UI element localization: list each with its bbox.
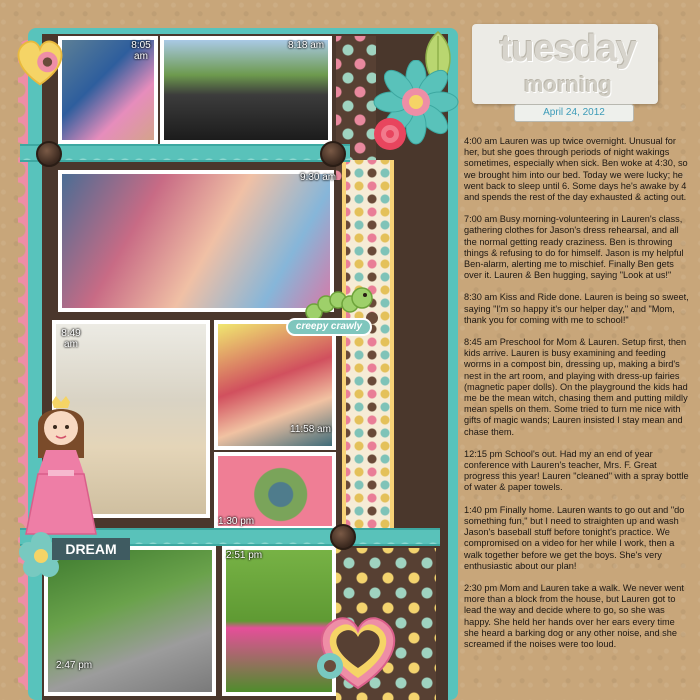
timestamp-photo-5: 11:58 am xyxy=(290,424,331,435)
timestamp-photo-3: 9:30 am xyxy=(300,172,337,183)
creepy-crawly-label: creepy crawly xyxy=(286,318,372,336)
page-title: tuesday xyxy=(499,28,637,70)
princess-icon xyxy=(16,394,106,544)
page-subtitle: morning xyxy=(524,72,612,97)
timestamp-photo-1: 8:05 am xyxy=(131,40,151,62)
journal-entry: 7:00 am Busy morning-volunteering in Lauren's class, gathering clothes for Jason's dress rehearsal, and all the normal getting ready craziness. Ben is throwing things & refusing to do for himself. Jason is my helpful Ben-alarm, alerting me to mischief. Finally Ben gets over it. Lauren & Ben hugging, saying "Look at us!" xyxy=(464,214,684,281)
photo-classroom xyxy=(58,170,337,312)
journal-entry: 4:00 am Lauren was up twice overnight. Unusual for her, but she goes through periods of night wakings sometimes, especially when sick. Ben woke at 4:30, so we brought him into our bed. Today we were lucky; he went back to sleep until 6. Some days he's awake by 4 and spends the rest of the day exhausted & acting out. xyxy=(464,136,688,203)
polka-dot-strip xyxy=(342,160,394,540)
timestamp-photo-6: 1:30 pm xyxy=(218,516,255,527)
journal-text xyxy=(464,136,690,696)
brad-icon xyxy=(320,141,346,167)
brad-icon xyxy=(36,141,62,167)
journal-entry: 1:40 pm Finally home. Lauren wants to go out and "do something fun," but I need to straighten up and wash Jason's baseball stuff before tonight's practice. We compromised on a video for her while I work, then a walk together before we get the boys. She's very enthusiastic about our plan! xyxy=(464,504,685,571)
dream-label: DREAM xyxy=(52,538,130,560)
photo-sidewalk xyxy=(44,546,216,696)
flower-icon xyxy=(366,60,466,160)
journal-entry: 12:15 pm School's out. Had my an end of year conference with Lauren's teacher, Mrs. F. Great progress this year! Lauren "cleaned" with a spray bottle of water & paper towels. xyxy=(464,448,689,493)
journal-entry: 8:30 am Kiss and Ride done. Lauren is being so sweet, saying "I'm so happy it's our helper day," and "Mom, thank you for coming with me to school!" xyxy=(464,292,689,325)
heart-stack-icon xyxy=(306,596,406,692)
timestamp-photo-8: 2:51 pm xyxy=(226,550,263,561)
heart-icon xyxy=(12,34,68,90)
timestamp-photo-7: 2:47 pm xyxy=(56,660,93,671)
ribbon-top xyxy=(20,144,350,162)
timestamp-photo-4: 8:49 am xyxy=(61,328,81,350)
timestamp-photo-2: 8:18 am xyxy=(288,40,325,51)
journal-entry: 8:45 am Preschool for Mom & Lauren. Setup first, then kids arrive. Lauren is busy examining and feeding worms in a compost bin, dressing up, making a bird's nest in the art room, and playing with dress-up fairies (magnetic paper dolls). On the playground the kids had me be the mean witch, chasing them and putting mildly mean spells on them. Some tried to turn me nice with gifts of magic wands; Lauren insisted I stay mean and chase them. xyxy=(464,337,688,437)
journal-entry: 2:30 pm Mom and Lauren take a walk. We never went more than a block from the house, but Lauren got to lead the way and decide where to go, so she was happy. She held her hands over her ears every time she heard a barking dog or any other noise, and she screamed if the noises were too loud. xyxy=(464,582,684,649)
brad-icon xyxy=(330,524,356,550)
photo-car-window xyxy=(160,36,332,144)
date-label: April 24, 2012 xyxy=(514,104,634,122)
